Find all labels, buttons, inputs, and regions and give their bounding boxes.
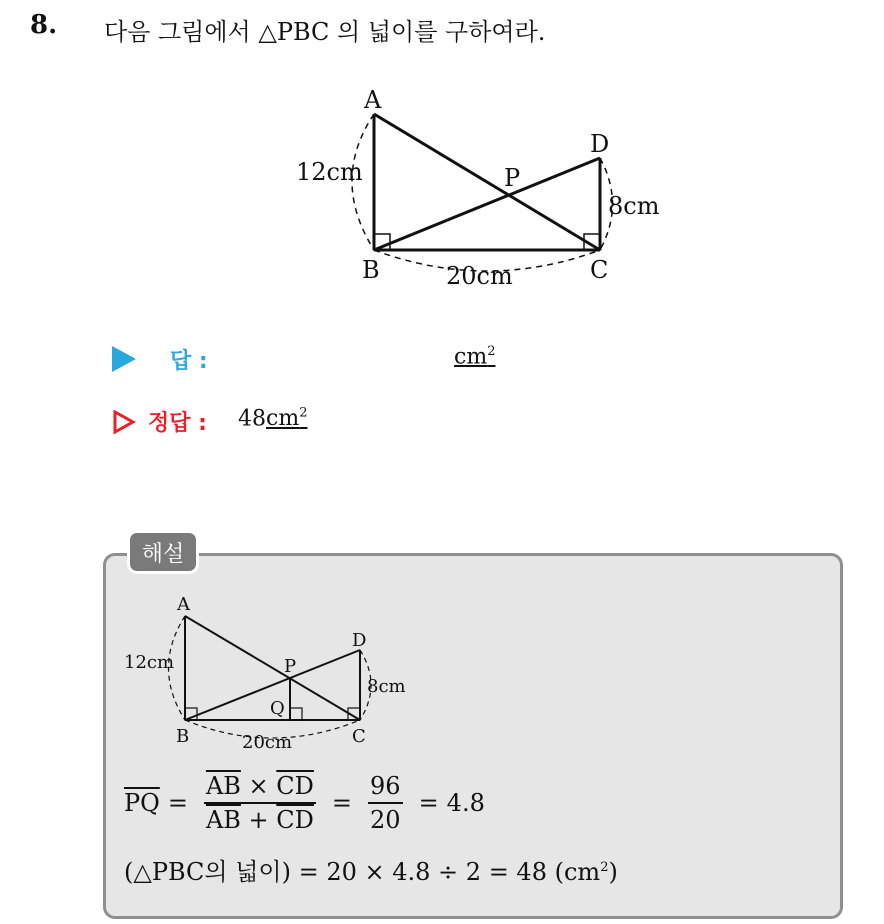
answer-unit: $cm^2$: [454, 344, 496, 370]
equation-area: (△PBC의 넓이) = 20 × 4.8 ÷ 2 = 48 $(cm^2)$: [124, 858, 618, 886]
explanation-tab: 해설: [127, 530, 199, 574]
label-c: C: [590, 256, 609, 284]
answer-label: 답 :: [170, 349, 208, 374]
measure-ab: 12cm: [124, 652, 175, 673]
label-d: D: [352, 630, 367, 651]
fraction-formula: $\frac{\overline{AB} \times \overline{CD}}{\overline{AB} + \overline{CD}}$: [205, 772, 314, 834]
measure-cd: 8cm: [608, 192, 660, 220]
correct-answer-row: [108, 402, 608, 442]
measure-bc: 20cm: [446, 262, 513, 290]
main-figure: [280, 80, 680, 300]
segment-ac: [374, 114, 600, 250]
play-triangle-icon: [112, 346, 136, 372]
label-c: C: [352, 726, 366, 747]
label-b: B: [362, 256, 380, 284]
question-text: 다음 그림에서 △PBC 의 넓이를 구하여라.: [104, 18, 546, 46]
fraction-value: $\frac{96}{20}$: [370, 772, 401, 834]
right-angle-q: [290, 708, 302, 720]
explanation-figure: [112, 588, 432, 756]
measure-cd: 8cm: [367, 676, 406, 697]
label-p: P: [284, 656, 297, 677]
correct-label: 정답 :: [148, 411, 207, 436]
label-a: A: [364, 86, 382, 114]
correct-value: $48cm^2$: [238, 406, 308, 432]
measure-bc: 20cm: [242, 732, 293, 753]
label-b: B: [176, 726, 190, 747]
eq-result: 4.8: [446, 789, 485, 817]
label-a: A: [177, 594, 190, 615]
label-q: Q: [270, 698, 285, 719]
label-d: D: [590, 130, 610, 158]
segment-bd: [374, 158, 600, 250]
label-p: P: [504, 164, 521, 192]
outline-triangle-icon: [112, 410, 136, 434]
eq-lhs: $\overline{PQ}$: [124, 789, 160, 817]
equation-pq: $\overline{PQ}$ = $\frac{\overline{AB} \times \overline{CD}}{\overline{AB} + \overline{CD}}$ = $\frac{96}{20}$ = 4.8: [124, 772, 485, 834]
question-number: 8.: [30, 10, 58, 40]
answer-row: [108, 340, 608, 380]
measure-ab: 12cm: [296, 158, 363, 186]
